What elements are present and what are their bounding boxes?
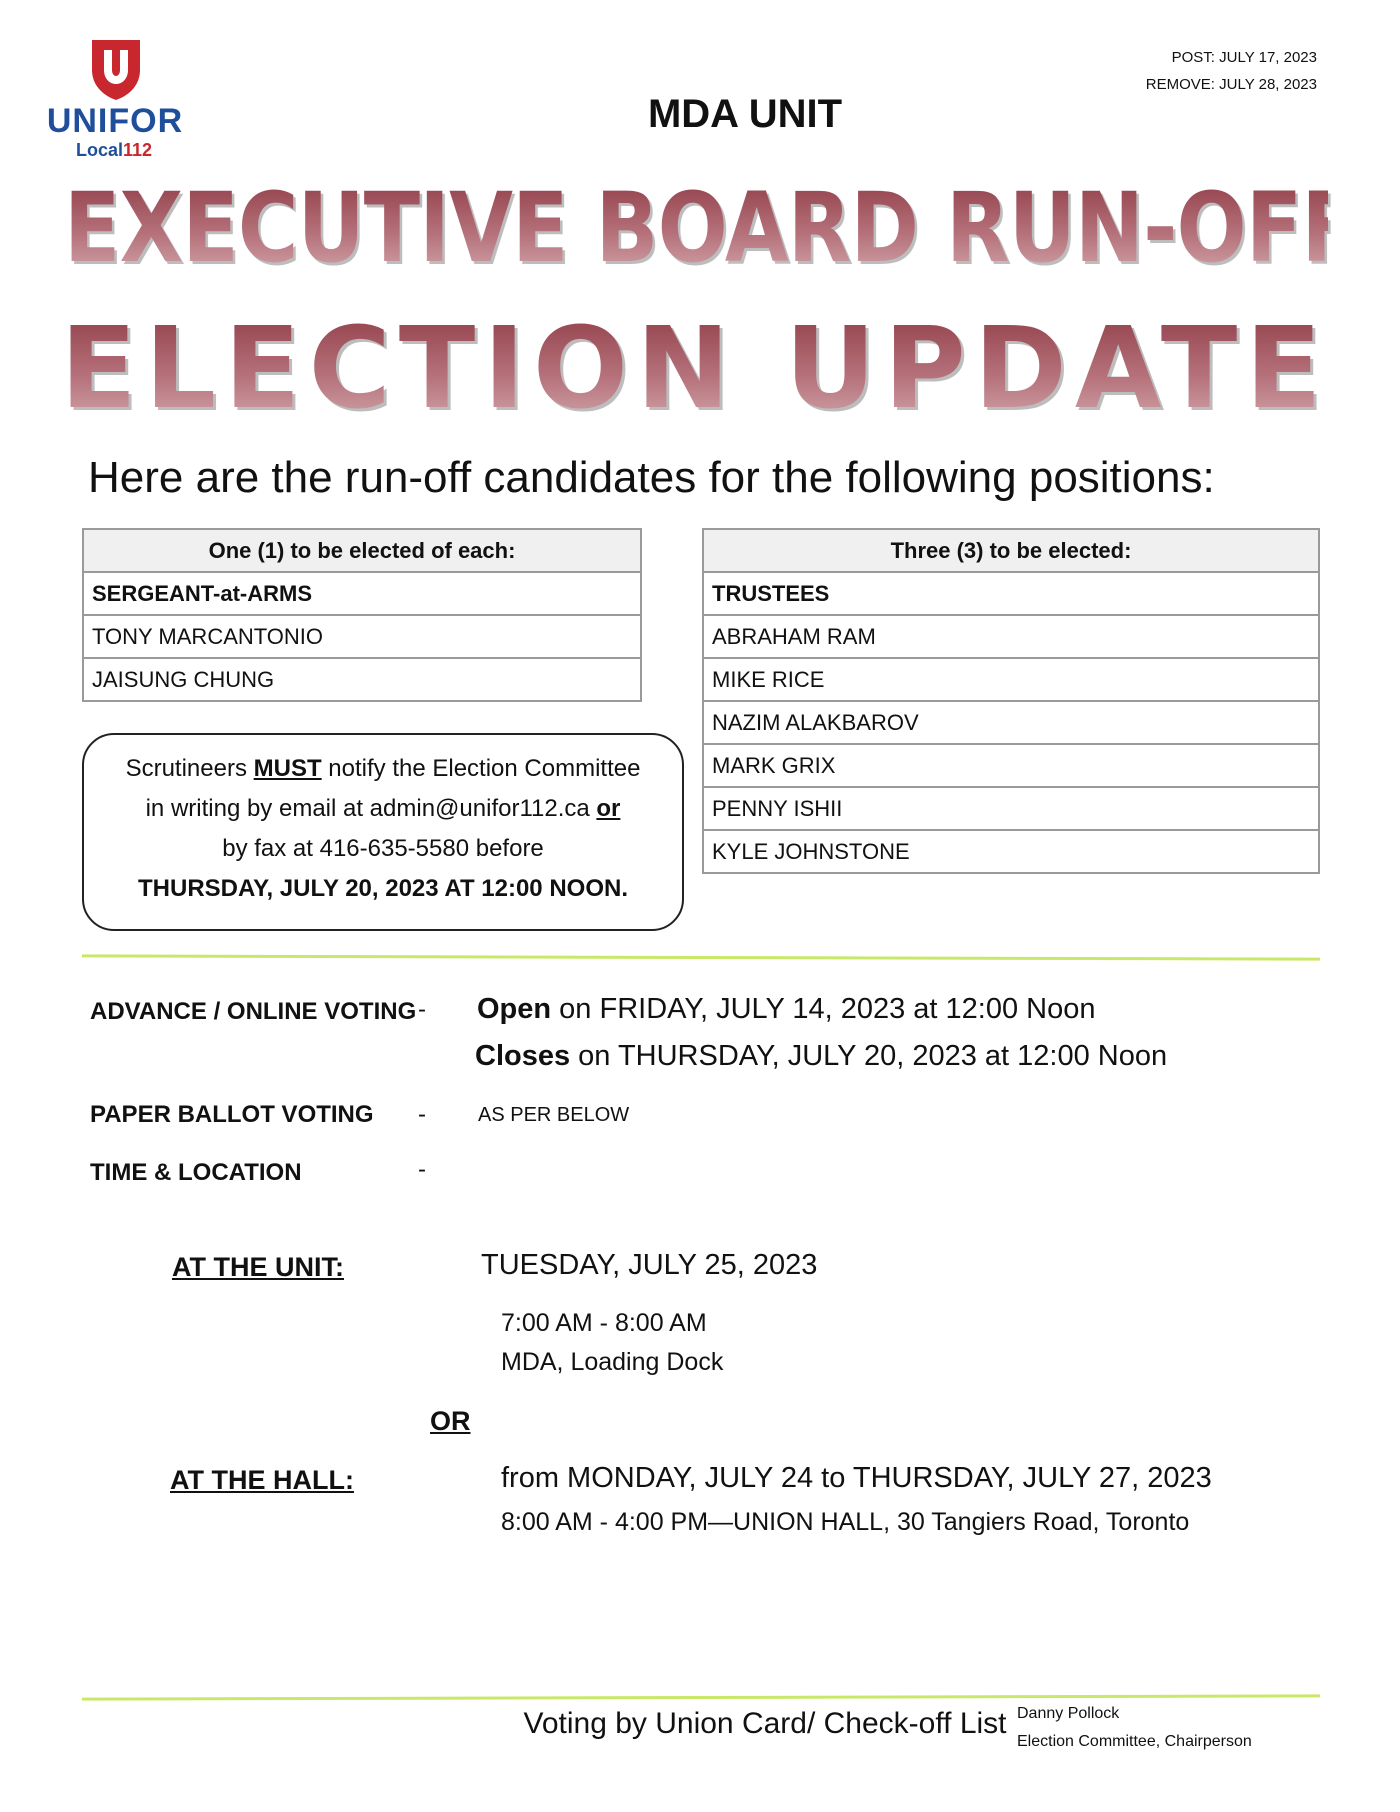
- candidate-name: MIKE RICE: [703, 658, 1319, 701]
- notice-must: MUST: [253, 755, 322, 782]
- signer-title: Election Committee, Chairperson: [1017, 1733, 1252, 1750]
- unit-time: 7:00 AM - 8:00 AM: [501, 1309, 707, 1337]
- position-title: TRUSTEES: [703, 572, 1319, 615]
- notice-fax: by fax at 416-635-5580 before: [222, 835, 544, 862]
- notice-text: Scrutineers: [125, 755, 254, 782]
- scrutineer-notice: [82, 733, 684, 931]
- table-header: Three (3) to be elected:: [703, 529, 1319, 572]
- candidate-name: TONY MARCANTONIO: [83, 615, 641, 658]
- notice-text: notify the Election Committee: [321, 755, 641, 782]
- trustees-table: [702, 528, 1320, 874]
- post-date: POST: JULY 17, 2023: [1171, 49, 1317, 66]
- notice-deadline: THURSDAY, JULY 20, 2023 AT 12:00 NOON.: [138, 875, 628, 902]
- logo-local-number: 112: [123, 140, 153, 160]
- advance-close: [475, 1040, 1167, 1073]
- hall-time-place: 8:00 AM - 4:00 PM—UNION HALL, 30 Tangiers Road, Toronto: [501, 1508, 1190, 1536]
- signer-name: Danny Pollock: [1017, 1705, 1120, 1722]
- logo-wordmark: UNIFOR: [46, 102, 184, 140]
- divider: [82, 954, 1320, 960]
- position-title: SERGEANT-at-ARMS: [83, 572, 641, 615]
- unit-title: MDA UNIT: [647, 92, 843, 136]
- footer-note: Voting by Union Card/ Check-off List: [523, 1707, 1007, 1740]
- close-text: on THURSDAY, JULY 20, 2023 at 12:00 Noon: [570, 1040, 1168, 1072]
- or-divider: OR: [430, 1406, 471, 1436]
- banner-line-2: ELECTION UPDATE: [60, 304, 1330, 434]
- post-dates: [1146, 44, 1317, 98]
- candidate-name: JAISUNG CHUNG: [83, 658, 641, 701]
- paper-ballot-value: AS PER BELOW: [478, 1104, 630, 1126]
- banner-line-1: EXECUTIVE BOARD RUN-OFF: [64, 172, 1357, 284]
- candidate-name: ABRAHAM RAM: [703, 615, 1319, 658]
- unit-place: MDA, Loading Dock: [501, 1348, 724, 1376]
- advance-open: [477, 993, 1096, 1026]
- candidate-name: MARK GRIX: [703, 744, 1319, 787]
- candidate-name: NAZIM ALAKBAROV: [703, 701, 1319, 744]
- close-word: Closes: [475, 1040, 571, 1072]
- paper-ballot-label: PAPER BALLOT VOTING: [90, 1101, 374, 1128]
- notice-or: or: [596, 795, 621, 822]
- open-text: on FRIDAY, JULY 14, 2023 at 12:00 Noon: [551, 993, 1096, 1025]
- table-header: One (1) to be elected of each:: [83, 529, 641, 572]
- notice-email: in writing by email at admin@unifor112.ca: [145, 795, 597, 822]
- logo-local: [76, 140, 152, 161]
- at-hall-label: AT THE HALL:: [170, 1465, 354, 1495]
- logo-local-prefix: Local: [76, 140, 124, 160]
- remove-date: REMOVE: JULY 28, 2023: [1145, 76, 1317, 93]
- open-word: Open: [477, 993, 552, 1025]
- at-unit-label: AT THE UNIT:: [172, 1252, 344, 1282]
- intro-text: Here are the run-off candidates for the following positions:: [88, 453, 1215, 502]
- dash: -: [418, 1156, 426, 1183]
- dash: -: [418, 996, 426, 1023]
- candidate-name: KYLE JOHNSTONE: [703, 830, 1319, 873]
- sergeant-at-arms-table: [82, 528, 642, 702]
- candidate-name: PENNY ISHII: [703, 787, 1319, 830]
- signer-block: [1017, 1700, 1252, 1756]
- hall-dates: from MONDAY, JULY 24 to THURSDAY, JULY 27, 2023: [501, 1462, 1212, 1494]
- unit-date: TUESDAY, JULY 25, 2023: [481, 1249, 818, 1281]
- time-location-label: TIME & LOCATION: [90, 1159, 302, 1186]
- advance-voting-label: ADVANCE / ONLINE VOTING: [90, 998, 417, 1025]
- dash: -: [418, 1101, 426, 1128]
